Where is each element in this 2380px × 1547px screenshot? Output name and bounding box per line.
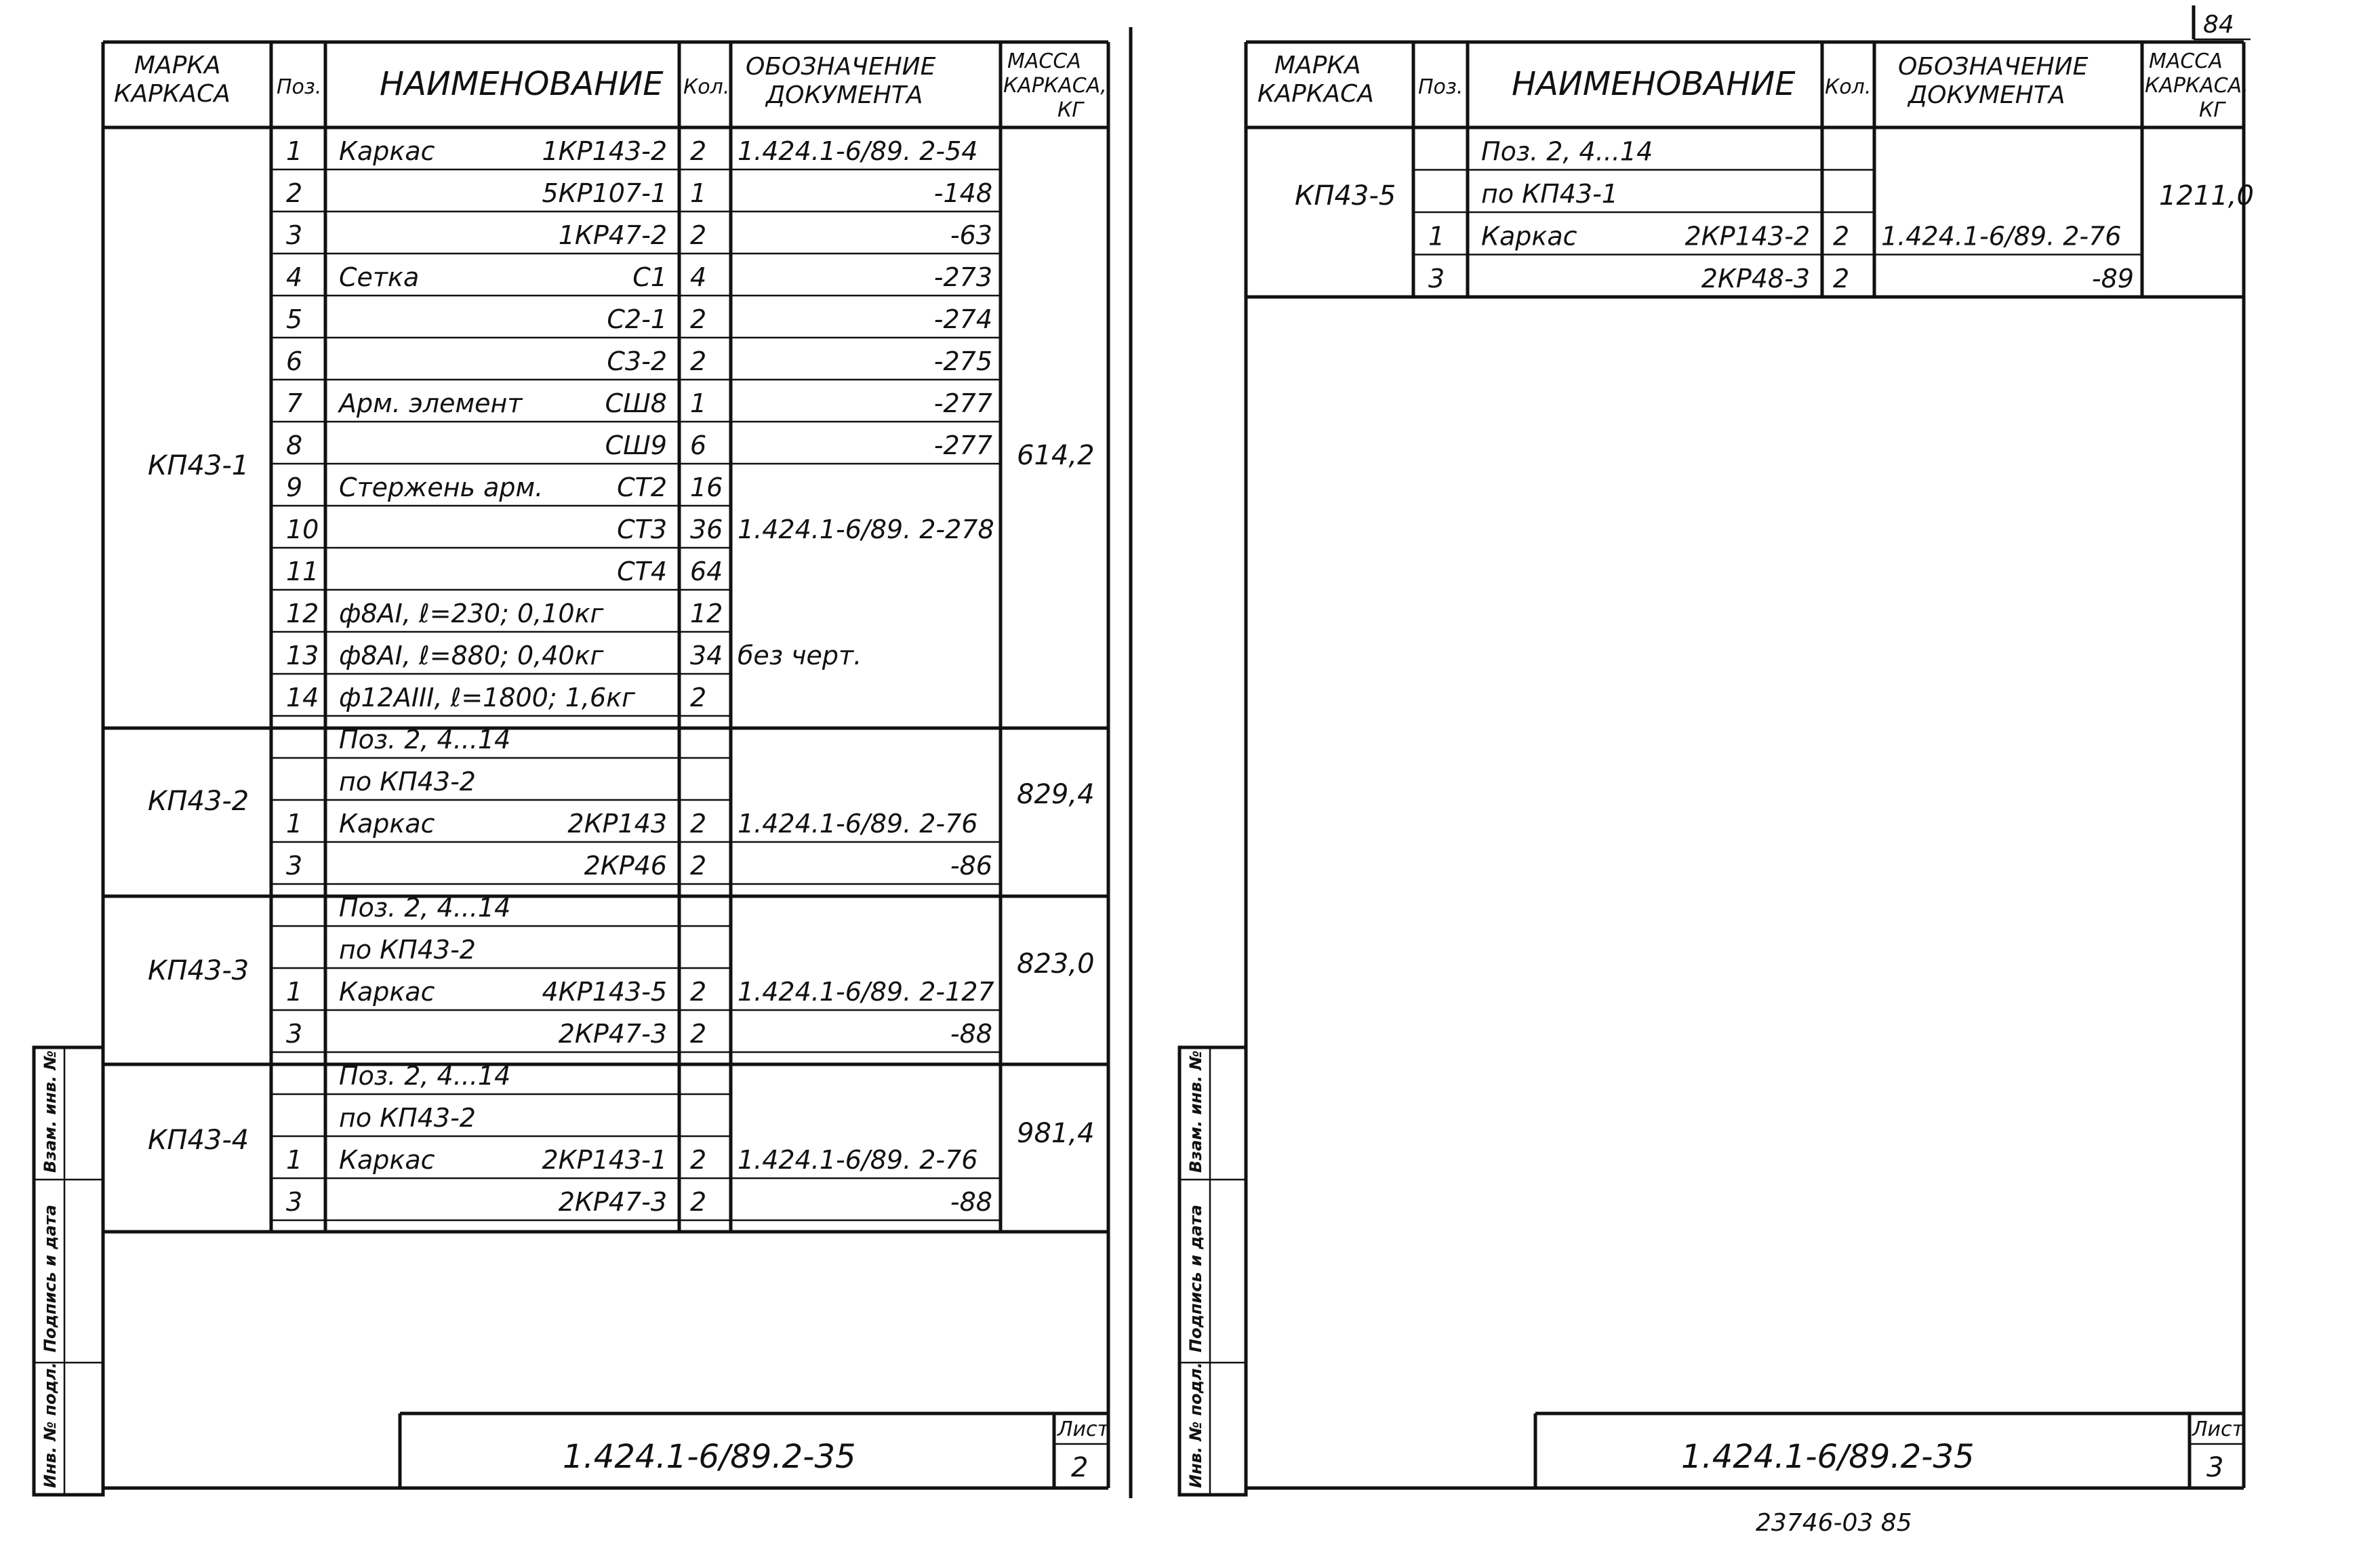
row-pos: 9	[286, 473, 303, 502]
header-pos-s3: Поз.	[1418, 75, 1464, 99]
row-doc: 1.424.1-6/89. 2-76	[738, 809, 978, 839]
row-doc: 1.424.1-6/89. 2-54	[738, 136, 978, 166]
row-code: 1КР143-2	[542, 136, 667, 166]
row-pos: 4	[286, 262, 303, 292]
row-name: по КП43-2	[339, 767, 476, 797]
row-doc: 1.424.1-6/89. 2-76	[1881, 221, 2122, 252]
row-code: 4КР143-5	[542, 977, 667, 1007]
sheet-label-3: Лист	[2192, 1418, 2244, 1441]
row-pos: 6	[286, 346, 303, 376]
header-doc-line2-s3: ДОКУМЕНТА	[1908, 81, 2065, 109]
row-code: СТ3	[617, 515, 667, 544]
mark-kp43-2: КП43-2	[148, 786, 249, 817]
row-qty: 2	[690, 683, 707, 712]
stamp-vzam-2: Взам. инв. №	[41, 1050, 60, 1173]
row-qty: 64	[690, 557, 723, 586]
row-pos: 5	[286, 304, 303, 334]
header-mass-line3-s3: КГ	[2199, 98, 2225, 122]
row-doc: -274	[933, 304, 992, 334]
row-doc: -63	[950, 220, 992, 250]
row-qty: 12	[690, 599, 723, 628]
row-doc: -86	[950, 851, 992, 881]
row-qty: 2	[690, 1019, 707, 1049]
row-doc: -89	[2091, 264, 2134, 294]
row-name: ф8АI, ℓ=880; 0,40кг	[339, 641, 604, 670]
header-mass-line1-s3: МАССА	[2149, 49, 2223, 73]
header-doc-line1-s3: ОБОЗНАЧЕНИЕ	[1898, 53, 2089, 81]
row-code: 2КР48-3	[1701, 264, 1810, 294]
row-pos: 1	[1428, 221, 1445, 252]
header-name-s3: НАИМЕНОВАНИЕ	[1512, 65, 1796, 103]
row-pos: 11	[286, 557, 319, 586]
row-doc: -148	[933, 178, 992, 208]
row-pos: 1	[286, 1145, 303, 1175]
mark-kp43-3: КП43-3	[148, 955, 249, 986]
row-code: СШ8	[605, 388, 667, 418]
row-name: Поз. 2, 4...14	[339, 1061, 511, 1091]
row-qty: 6	[690, 430, 707, 460]
mass-kp43-4: 981,4	[1017, 1118, 1095, 1149]
doc-code-sheet-3: 1.424.1-6/89.2-35	[1681, 1438, 1975, 1476]
row-name: Поз. 2, 4...14	[339, 893, 511, 923]
stamp-podpis-3: Подпись и дата	[1186, 1205, 1205, 1352]
row-pos: 2	[286, 178, 303, 208]
row-qty: 2	[1833, 221, 1850, 252]
sheet-number-3: 3	[2206, 1452, 2224, 1483]
mass-kp43-5: 1211,0	[2159, 180, 2254, 212]
sheet-label-2: Лист	[1057, 1418, 1110, 1441]
mass-kp43-3: 823,0	[1017, 948, 1095, 980]
row-qty: 4	[690, 262, 707, 292]
header-pos: Поз.	[277, 75, 322, 99]
page-corner-number: 84	[2203, 11, 2234, 39]
row-qty: 2	[690, 851, 707, 881]
row-code: 2КР143	[567, 809, 667, 839]
header-doc-line1: ОБОЗНАЧЕНИЕ	[746, 53, 936, 81]
row-name: по КП43-2	[339, 935, 476, 965]
row-doc: без черт.	[738, 641, 862, 670]
sheet-number-2: 2	[1071, 1452, 1089, 1483]
row-code: 1КР47-2	[558, 220, 667, 250]
header-mark-line1: МАРКА	[134, 52, 221, 79]
row-pos: 3	[286, 851, 303, 881]
row-name: Каркас	[1481, 221, 1577, 252]
row-code: С3-2	[607, 346, 667, 376]
header-mass-line2: КАРКАСА,	[1003, 74, 1107, 98]
row-name: Сетка	[339, 262, 420, 292]
row-name: Поз. 2, 4...14	[339, 725, 511, 755]
row-code: 2КР47-3	[558, 1187, 667, 1217]
row-pos: 7	[286, 388, 303, 418]
row-pos: 3	[286, 1187, 303, 1217]
header-name: НАИМЕНОВАНИЕ	[380, 65, 664, 103]
row-qty: 36	[690, 515, 723, 544]
sheet-3	[1179, 42, 2254, 1495]
row-name: Каркас	[339, 136, 435, 166]
row-qty: 16	[690, 473, 723, 502]
row-pos: 3	[286, 220, 303, 250]
row-qty: 1	[690, 178, 707, 208]
mark-kp43-1: КП43-1	[148, 450, 249, 481]
row-pos: 10	[286, 515, 319, 544]
mark-kp43-5: КП43-5	[1295, 180, 1396, 212]
row-doc: -88	[950, 1187, 992, 1217]
stamp-inv-podl-2: Инв. № подл.	[41, 1362, 60, 1488]
row-pos: 3	[286, 1019, 303, 1049]
row-pos: 1	[286, 977, 303, 1007]
row-doc: -277	[933, 430, 992, 460]
row-qty: 34	[690, 641, 723, 670]
row-code: СШ9	[605, 430, 667, 460]
row-qty: 2	[690, 220, 707, 250]
header-qty: Кол.	[683, 75, 730, 99]
header-mark-line1-s3: МАРКА	[1274, 52, 1361, 79]
header-qty-s3: Кол.	[1825, 75, 1872, 99]
row-code: С1	[632, 262, 667, 292]
header-mass-line2-s3: КАРКАСА,	[2145, 74, 2248, 98]
row-code: СТ4	[617, 557, 667, 586]
row-qty: 2	[690, 809, 707, 839]
stamp-inv-podl-3: Инв. № подл.	[1186, 1362, 1205, 1488]
row-name: Каркас	[339, 977, 435, 1007]
row-pos: 3	[1428, 264, 1445, 294]
row-qty: 2	[690, 977, 707, 1007]
row-name: Арм. элемент	[339, 388, 523, 418]
row-pos: 1	[286, 136, 303, 166]
mass-kp43-1: 614,2	[1017, 440, 1095, 471]
row-doc: 1.424.1-6/89. 2-127	[738, 977, 994, 1007]
row-pos: 13	[286, 641, 319, 670]
header-doc-line2: ДОКУМЕНТА	[766, 81, 923, 109]
row-code: 2КР143-1	[542, 1145, 667, 1175]
row-name: Каркас	[339, 1145, 435, 1175]
row-doc: -277	[933, 388, 992, 418]
row-qty: 2	[1833, 264, 1850, 294]
mark-kp43-4: КП43-4	[148, 1125, 249, 1156]
row-qty: 2	[690, 136, 707, 166]
header-mass-line3: КГ	[1057, 98, 1084, 122]
row-code: СТ2	[617, 473, 667, 502]
row-doc: -273	[933, 262, 992, 292]
row-code: С2-1	[607, 304, 667, 334]
mass-kp43-2: 829,4	[1017, 779, 1095, 810]
row-qty: 1	[690, 388, 707, 418]
stamp-podpis-2: Подпись и дата	[41, 1205, 60, 1352]
row-qty: 2	[690, 1187, 707, 1217]
row-pos: 14	[286, 683, 319, 712]
row-name: Стержень арм.	[339, 473, 544, 502]
row-qty: 2	[690, 304, 707, 334]
header-mark-line2: КАРКАСА	[114, 80, 230, 108]
row-name: Поз. 2, 4...14	[1481, 136, 1653, 167]
header-mark-line2-s3: КАРКАСА	[1257, 80, 1374, 108]
row-pos: 1	[286, 809, 303, 839]
row-name: по КП43-2	[339, 1103, 476, 1133]
header-mass-line1: МАССА	[1007, 49, 1081, 73]
row-qty: 2	[690, 346, 707, 376]
row-name: по КП43-1	[1481, 179, 1618, 209]
row-doc: -275	[933, 346, 992, 376]
row-name: Каркас	[339, 809, 435, 839]
row-code: 2КР47-3	[558, 1019, 667, 1049]
row-doc: -88	[950, 1019, 992, 1049]
row-code: 2КР143-2	[1685, 221, 1810, 252]
row-name: ф8АI, ℓ=230; 0,10кг	[339, 599, 604, 628]
row-code: 2КР46	[584, 851, 667, 881]
footer-number: 23746-03 85	[1756, 1509, 1912, 1537]
row-doc: 1.424.1-6/89. 2-76	[738, 1145, 978, 1175]
stamp-vzam-3: Взам. инв. №	[1186, 1050, 1205, 1173]
row-name: ф12АIII, ℓ=1800; 1,6кг	[339, 683, 636, 712]
row-pos: 12	[286, 599, 319, 628]
row-code: 5КР107-1	[542, 178, 667, 208]
row-pos: 8	[286, 430, 303, 460]
row-doc: 1.424.1-6/89. 2-278	[738, 515, 994, 544]
sheet-2	[34, 42, 1110, 1495]
doc-code-sheet-2: 1.424.1-6/89.2-35	[563, 1438, 856, 1476]
row-qty: 2	[690, 1145, 707, 1175]
